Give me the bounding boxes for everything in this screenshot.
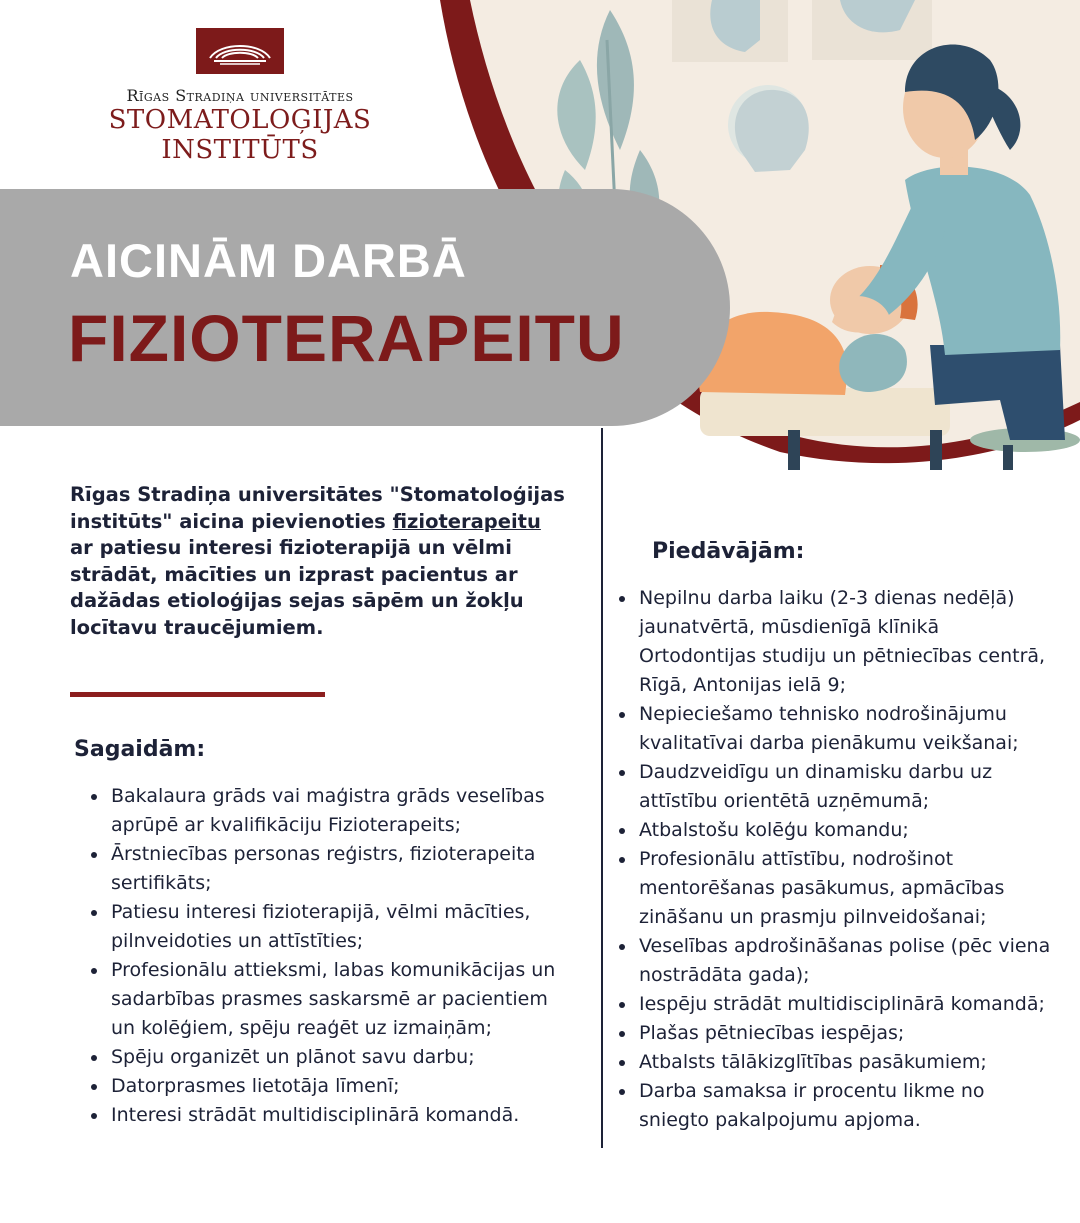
- institute-logo: [100, 28, 380, 165]
- intro-underlined-position: fizioterapeitu: [392, 509, 541, 533]
- list-item: Spēju organizēt un plānot savu darbu;: [89, 1043, 569, 1072]
- list-item: Darba samaksa ir procentu likme no sniegto pakalpojumu apjoma.: [617, 1077, 1057, 1135]
- logo-institute-name-line1: STOMATOLOĢIJAS: [108, 105, 372, 135]
- list-item: Patiesu interesi fizioterapijā, vēlmi mācīties, pilnveidoties un attīstīties;: [89, 898, 569, 956]
- list-item: Bakalaura grāds vai maģistra grāds veselības aprūpē ar kvalifikāciju Fizioterapeits;: [89, 782, 569, 840]
- list-item: Veselības apdrošināšanas polise (pēc viena nostrādāta gada);: [617, 932, 1057, 990]
- logo-university-name: Rīgas Stradiņa universitātes: [126, 86, 354, 105]
- list-item: Daudzveidīgu un dinamisku darbu uz attīstību orientētā uzņēmumā;: [617, 758, 1057, 816]
- requirements-heading: Sagaidām:: [74, 737, 206, 762]
- list-item: Profesionālu attieksmi, labas komunikācijas un sadarbības prasmes saskarsmē ar pacientiem un kolēģiem, spēju reaģēt uz izmaiņām;: [89, 956, 569, 1043]
- list-item: Iespēju strādāt multidisciplinārā komandā;: [617, 990, 1057, 1019]
- offers-heading: Piedāvājām:: [652, 539, 805, 564]
- intro-paragraph: [70, 482, 570, 641]
- list-item: Ārstniecības personas reģistrs, fizioterapeita sertifikāts;: [89, 840, 569, 898]
- section-divider: [70, 692, 325, 697]
- logo-emblem-icon: [196, 28, 284, 74]
- headline-invite: AICINĀM DARBĀ: [70, 234, 467, 287]
- list-item: Profesionālu attīstību, nodrošinot mentorēšanas pasākumus, apmācības zināšanu un prasmju pilnveidošanai;: [617, 845, 1057, 932]
- logo-institute-name-line2: INSTITŪTS: [161, 135, 319, 165]
- requirements-list: [89, 782, 569, 1130]
- intro-text-before: Rīgas Stradiņa universitātes "Stomatoloģijas institūts" aicina pievienoties: [70, 483, 565, 533]
- list-item: Datorprasmes lietotāja līmenī;: [89, 1072, 569, 1101]
- list-item: Nepilnu darba laiku (2-3 dienas nedēļā) jaunatvērtā, mūsdienīgā klīnikā Ortodontijas studiju un pētniecības centrā, Rīgā, Antonijas ielā 9;: [617, 584, 1057, 700]
- offers-list: [617, 584, 1057, 1135]
- list-item: Nepieciešamo tehnisko nodrošinājumu kvalitatīvai darba pienākumu veikšanai;: [617, 700, 1057, 758]
- list-item: Atbalsts tālākizglītības pasākumiem;: [617, 1048, 1057, 1077]
- list-item: Atbalstošu kolēģu komandu;: [617, 816, 1057, 845]
- list-item: Plašas pētniecības iespējas;: [617, 1019, 1057, 1048]
- column-divider: [601, 428, 603, 1148]
- list-item: Interesi strādāt multidisciplinārā komandā.: [89, 1101, 569, 1130]
- headline-position: FIZIOTERAPEITU: [68, 301, 625, 375]
- intro-text-after: ar patiesu interesi fizioterapijā un vēlmi strādāt, mācīties un izprast pacientus ar dažādas etioloģijas sejas sāpēm un žokļu locītavu traucējumiem.: [70, 536, 524, 639]
